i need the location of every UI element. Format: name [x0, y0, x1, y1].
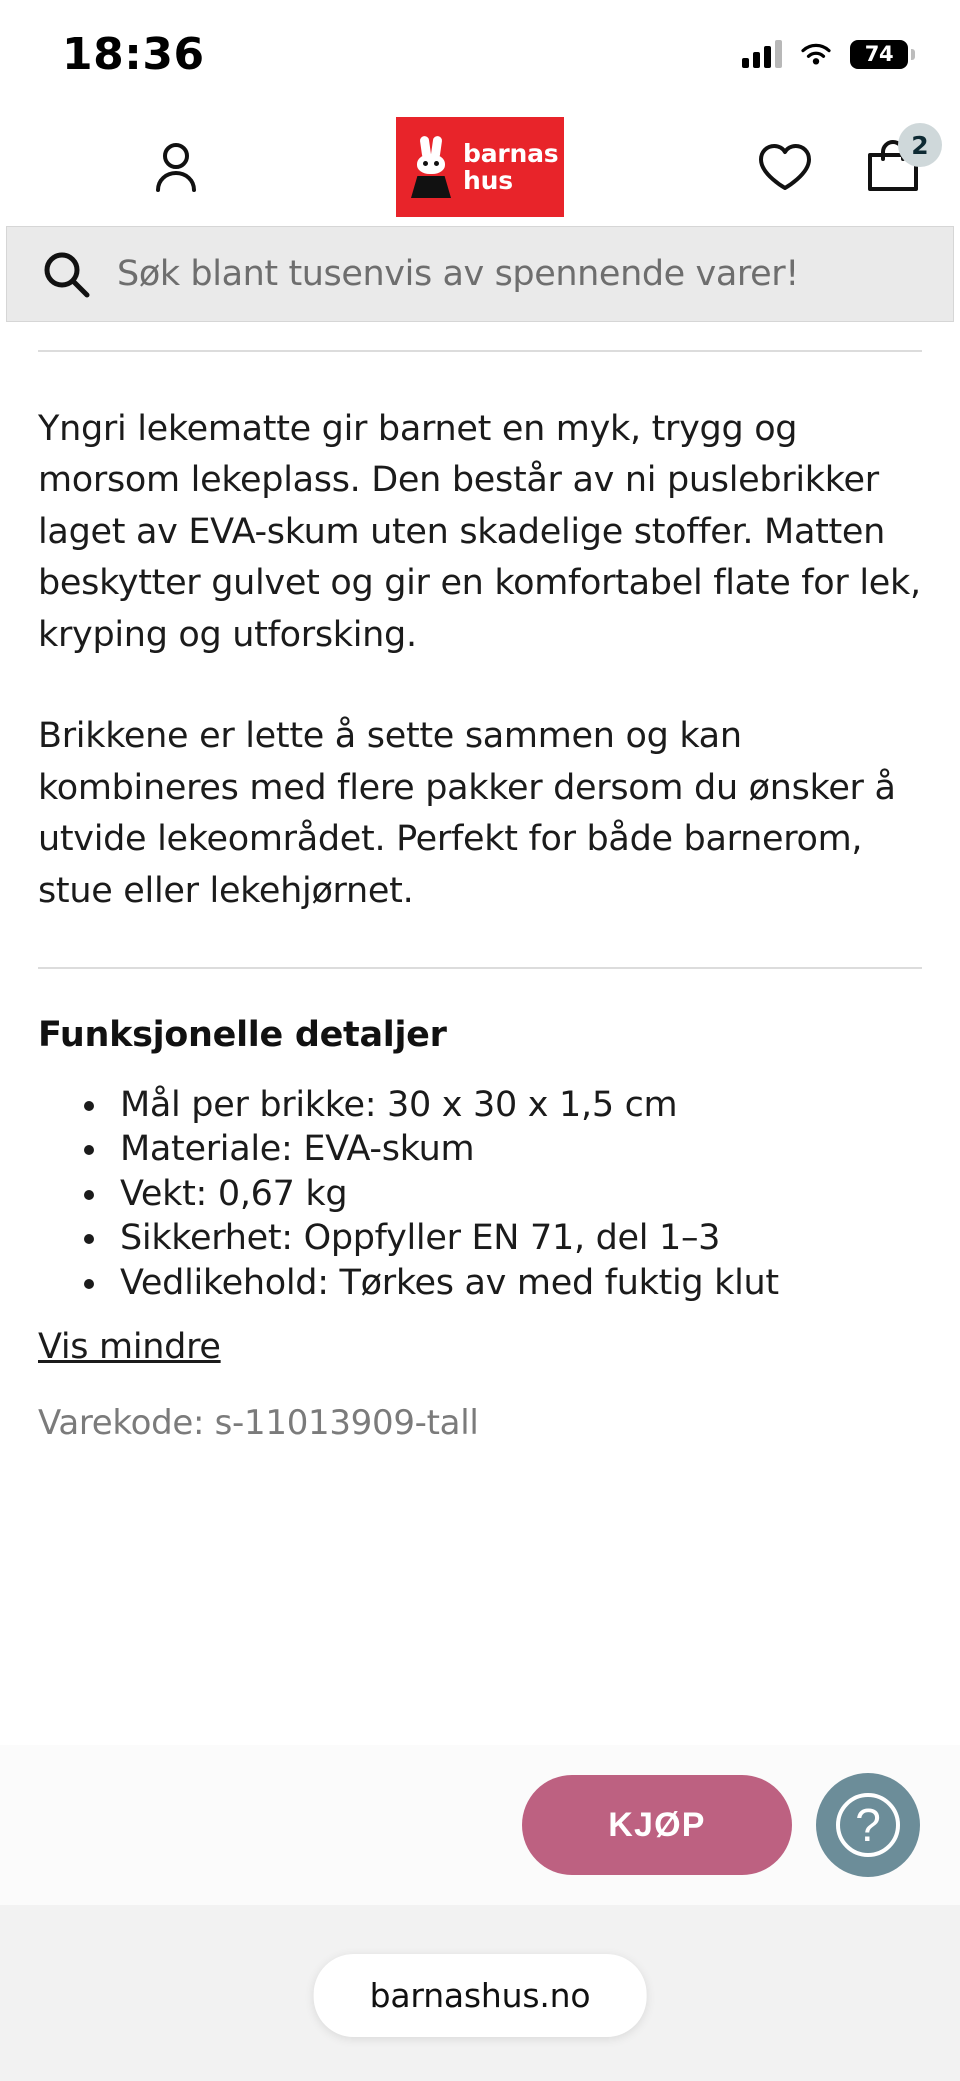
list-item: Sikkerhet: Oppfyller EN 71, del 1–3 — [78, 1216, 922, 1260]
logo-line-1: barnas — [463, 139, 559, 168]
help-ring — [836, 1793, 900, 1857]
cellular-bars-icon — [742, 40, 782, 68]
search-bar[interactable] — [6, 226, 954, 322]
logo-text — [463, 140, 558, 194]
cart-count-badge: 2 — [898, 123, 942, 167]
question-mark-glyph: ? — [855, 1799, 881, 1851]
divider-middle — [38, 967, 922, 969]
list-item: Materiale: EVA-skum — [78, 1127, 922, 1171]
divider-top — [38, 350, 922, 352]
wifi-icon — [798, 40, 834, 68]
description-paragraph-1: Yngri lekematte gir barnet en myk, trygg og morsom lekeplass. Den består av ni puslebrikker laget av EVA-skum uten skadelige stoffer. Matten beskytter gulvet og gir en komfortabel flate for lek, kryping og utforsking. — [38, 409, 921, 655]
battery-level: 74 — [864, 42, 894, 66]
bottom-action-bar — [0, 1745, 960, 1905]
list-item: Vedlikehold: Tørkes av med fuktig klut — [78, 1261, 922, 1305]
product-description — [0, 350, 960, 1443]
browser-domain-label[interactable]: barnashus.no — [314, 1954, 647, 2037]
cart-button[interactable] — [864, 130, 929, 195]
site-header — [0, 108, 960, 226]
user-account-icon[interactable] — [152, 140, 200, 194]
product-sku: Varekode: s-11013909-tall — [38, 1403, 479, 1444]
list-item: Vekt: 0,67 kg — [78, 1172, 922, 1216]
specs-list — [78, 1083, 922, 1305]
logo-line-2: hus — [463, 166, 513, 195]
barnas-hus-logo[interactable] — [396, 117, 564, 217]
specs-title: Funksjonelle detaljer — [38, 1014, 447, 1055]
buy-button[interactable]: KJØP — [522, 1775, 792, 1875]
search-icon — [41, 249, 91, 299]
status-time: 18:36 — [62, 28, 205, 80]
heart-icon[interactable] — [756, 141, 814, 193]
hamburger-menu-icon[interactable] — [44, 154, 100, 180]
status-indicators — [742, 40, 908, 69]
question-mark-circle-icon[interactable] — [816, 1773, 920, 1877]
search-input[interactable]: Søk blant tusenvis av spennende varer! — [117, 254, 799, 294]
bunny-logo-icon — [408, 136, 454, 198]
list-item: Mål per brikke: 30 x 30 x 1,5 cm — [78, 1083, 922, 1127]
description-paragraph-2: Brikkene er lette å sette sammen og kan kombineres med flere pakker dersom du ønsker å utvide lekeområdet. Perfekt for både barnerom, stue eller lekehjørnet. — [38, 716, 896, 911]
status-bar — [0, 0, 960, 108]
show-less-link[interactable]: Vis mindre — [38, 1327, 221, 1368]
battery-icon — [850, 40, 908, 69]
